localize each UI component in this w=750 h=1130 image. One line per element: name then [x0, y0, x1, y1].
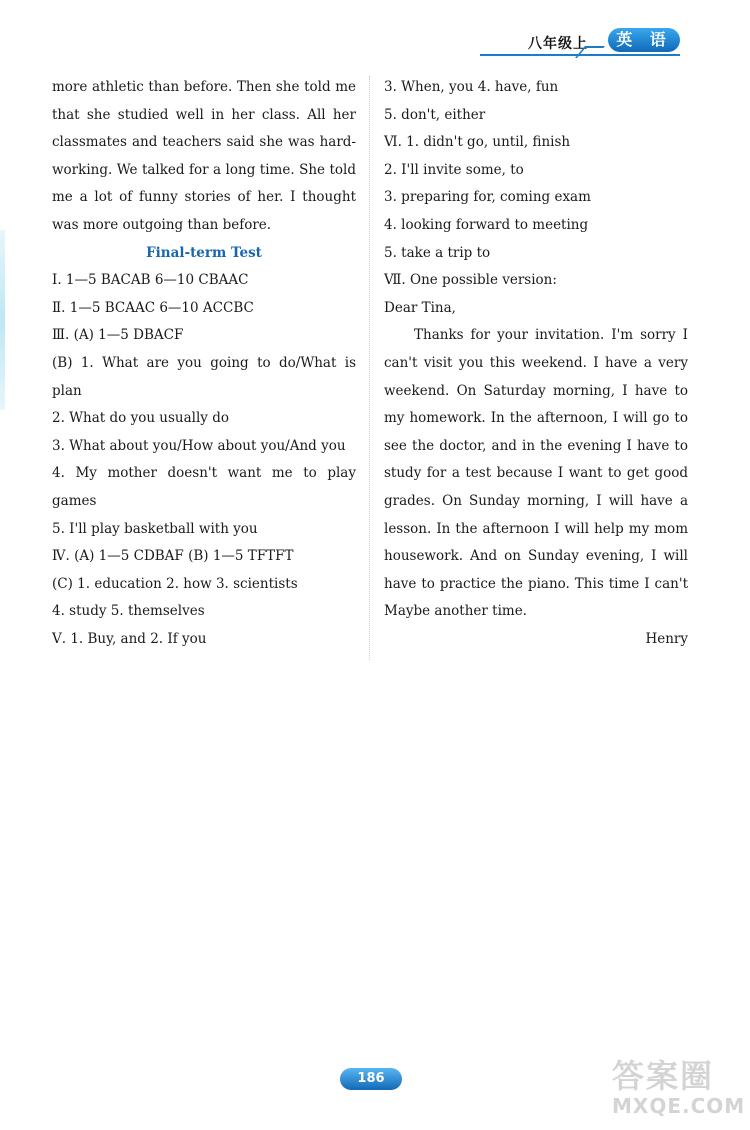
page-number: 186: [340, 1068, 402, 1090]
text-line: 2. I'll invite some, to: [384, 161, 524, 178]
text-line: games: [52, 492, 97, 509]
text-line: 5. I'll play basketball with you: [52, 520, 258, 537]
text-line: 4. study 5. themselves: [52, 603, 205, 620]
text-line: 3. What about you/How about you/And you: [52, 437, 346, 454]
text-line: was more outgoing than before.: [52, 216, 272, 233]
watermark-logo: [612, 1057, 746, 1124]
left-column: [52, 74, 356, 653]
text-line: Ⅴ. 1. Buy, and 2. If you: [52, 630, 207, 647]
margin-mark: [0, 230, 5, 410]
text-line: Ⅶ. One possible version:: [384, 272, 557, 289]
text-line: more athletic than before. Then she told me: [52, 79, 356, 95]
text-line: that she studied well in her class. All her: [52, 106, 356, 123]
text-line: Ⅱ. 1—5 BCAAC 6—10 ACCBC: [52, 299, 254, 316]
text-line: Ⅳ. (A) 1—5 CDBAF (B) 1—5 TFTFT: [52, 548, 294, 565]
subject-badge: 英 语: [608, 28, 680, 52]
right-column: [384, 74, 688, 653]
text-line: 4. My mother doesn't want me to play: [52, 465, 356, 482]
column-divider: [369, 76, 370, 660]
text-line: 5. take a trip to: [384, 244, 491, 261]
text-line: study for a test because I want to get good: [384, 465, 688, 482]
text-line: can't visit you this weekend. I have a very: [384, 354, 688, 371]
text-line: (C) 1. education 2. how 3. scientists: [52, 575, 298, 592]
watermark-text-bottom: MXQE.COM: [612, 1094, 746, 1118]
watermark-text-top: 答案圈: [612, 1057, 715, 1095]
section-title: Final-term Test: [146, 244, 262, 261]
text-line: Henry: [645, 630, 688, 647]
text-line: my homework. In the afternoon, I will go to: [384, 410, 688, 427]
text-line: working. We talked for a long time. She told: [52, 161, 356, 178]
text-line: (B) 1. What are you going to do/What is: [52, 354, 356, 371]
text-line: lesson. In the afternoon I will help my mom: [384, 520, 688, 537]
text-line: plan: [52, 382, 82, 399]
text-line: 2. What do you usually do: [52, 410, 229, 427]
page-header: [480, 26, 690, 58]
text-line: Ⅰ. 1—5 BACAB 6—10 CBAAC: [52, 272, 249, 289]
text-line: Ⅲ. (A) 1—5 DBACF: [52, 327, 184, 344]
text-line: housework. And on Sunday evening, I will: [384, 548, 688, 565]
text-line: 5. don't, either: [384, 106, 486, 123]
text-line: Thanks for your invitation. I'm sorry I: [414, 327, 688, 344]
text-line: classmates and teachers said she was hard-: [52, 134, 356, 151]
text-line: weekend. On Saturday morning, I have to: [384, 382, 688, 399]
text-line: 3. When, you 4. have, fun: [384, 79, 559, 95]
text-line: Ⅵ. 1. didn't go, until, finish: [384, 134, 571, 151]
text-line: Maybe another time.: [384, 603, 527, 620]
header-rule: [480, 54, 680, 56]
text-line: me a lot of funny stories of her. I thought: [52, 189, 356, 206]
text-line: grades. On Sunday morning, I will have a: [384, 492, 688, 509]
text-line: have to practice the piano. This time I can't: [384, 575, 688, 592]
text-line: see the doctor, and in the evening I have to: [384, 437, 688, 454]
text-line: Dear Tina,: [384, 299, 456, 316]
text-line: 3. preparing for, coming exam: [384, 189, 591, 206]
text-line: 4. looking forward to meeting: [384, 216, 589, 233]
grade-label: 八年级上: [528, 36, 588, 52]
